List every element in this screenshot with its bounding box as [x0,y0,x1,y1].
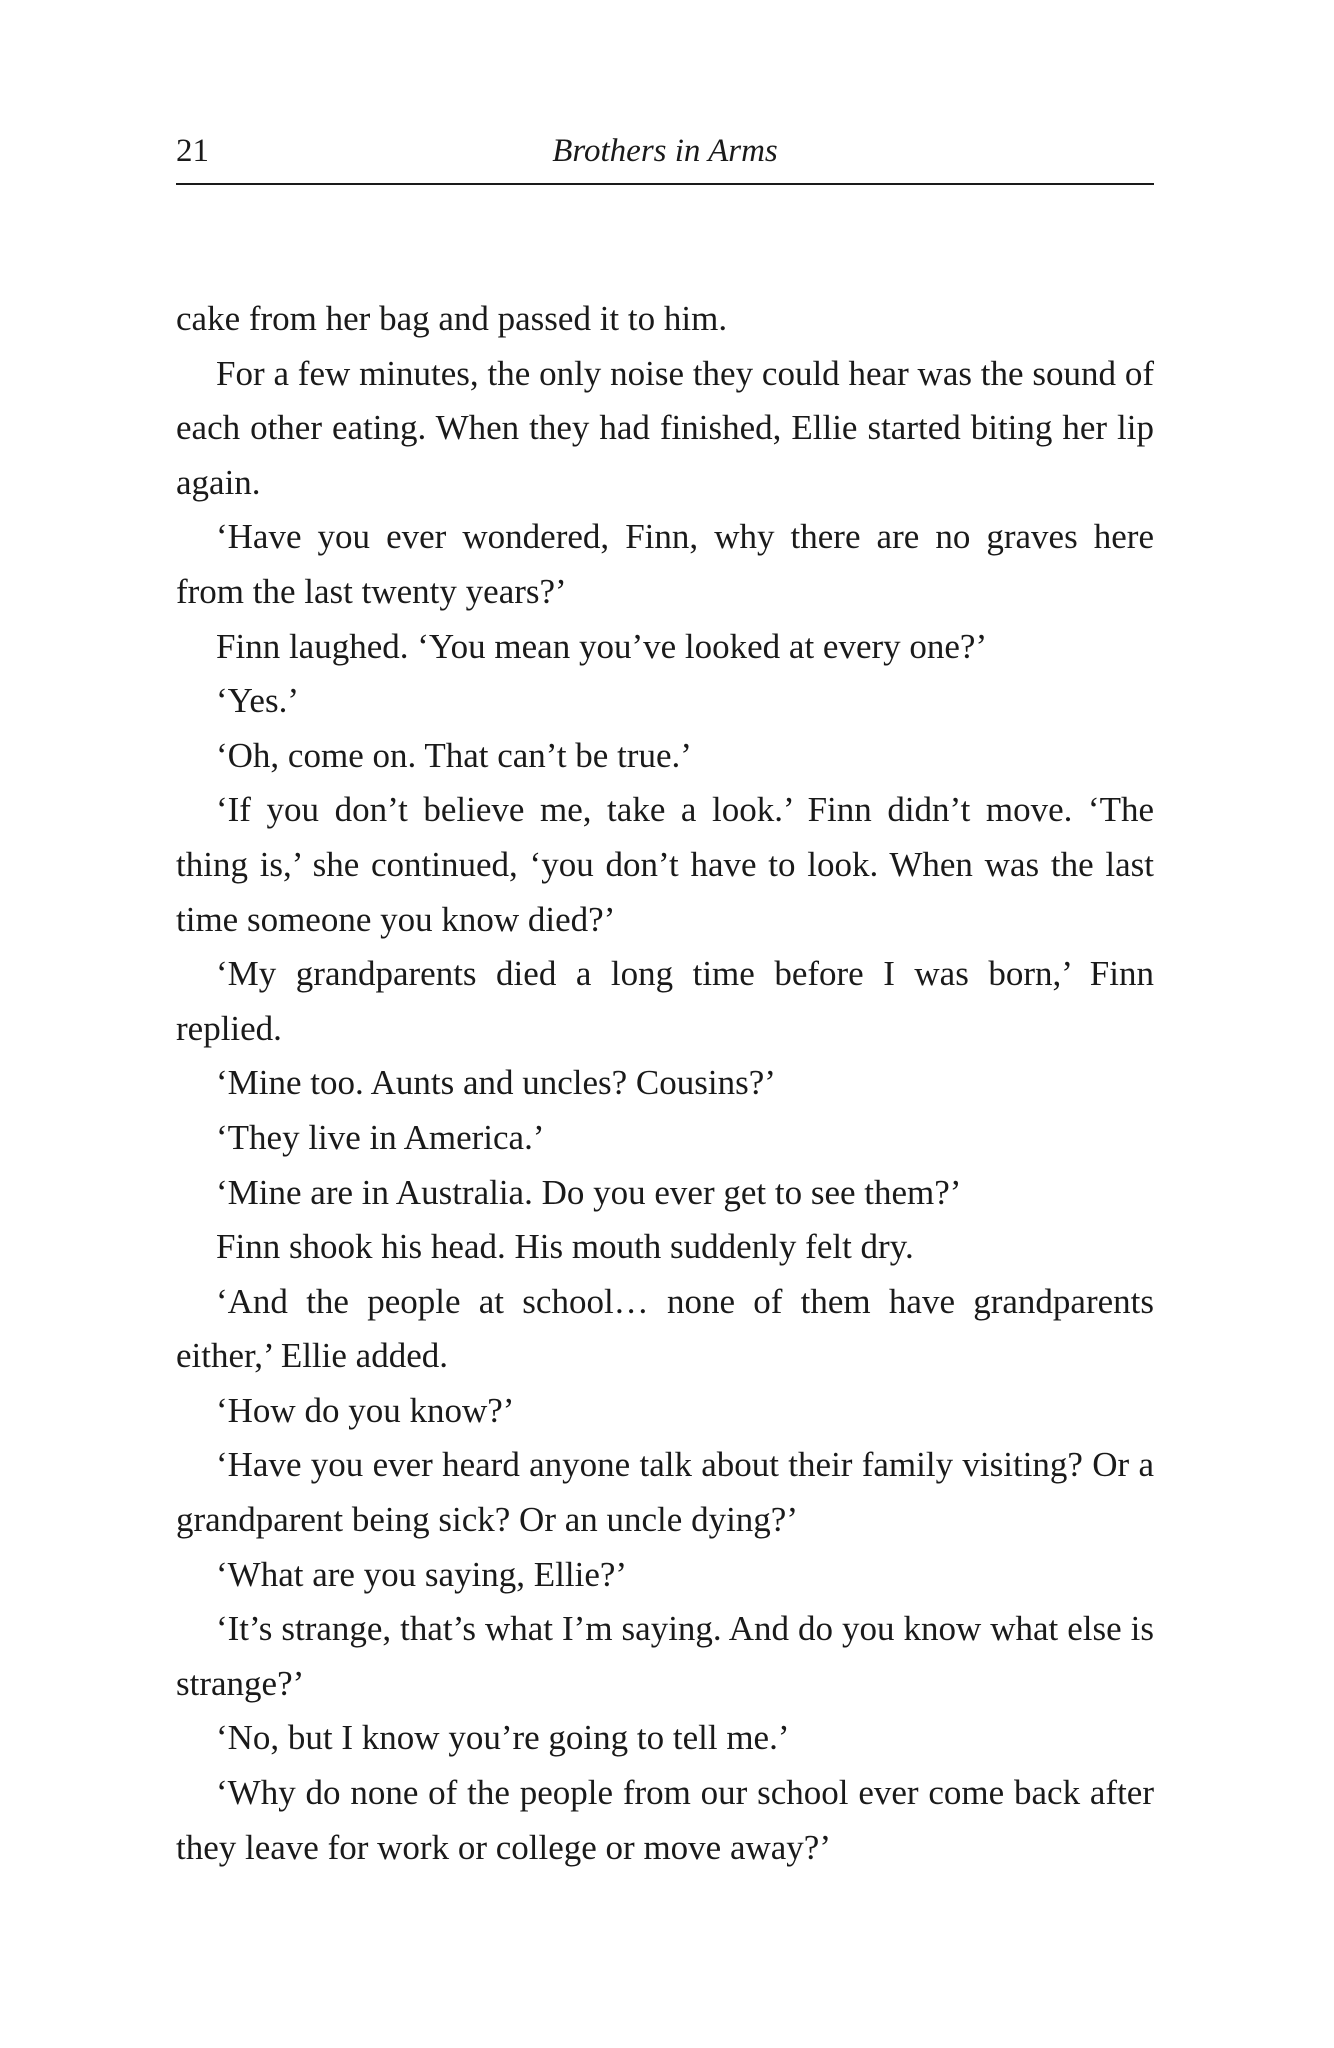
paragraph: Finn shook his head. His mouth suddenly felt dry. [216,1227,914,1267]
paragraph: ‘They live in America.’ [216,1117,545,1157]
paragraph: ‘Yes.’ [216,681,299,721]
book-title: Brothers in Arms [552,133,778,169]
paragraph: ‘How do you know?’ [216,1390,515,1430]
paragraph: cake from her bag and passed it to him. [176,299,728,338]
paragraph: ‘No, but I know you’re going to tell me.’ [216,1718,790,1758]
paragraph: ‘My grandparents died a long time before I was born,’ Finn replied. [176,954,1154,1048]
body-text [176,292,1154,1875]
paragraph: ‘Why do none of the people from our school ever come back after they leave for work or college or move away?’ [176,1773,1154,1867]
paragraph: For a few minutes, the only noise they could hear was the sound of each other eating. When they had finished, Ellie started biting her lip again. [176,353,1154,502]
page-number: 21 [176,133,209,169]
paragraph: ‘Oh, come on. That can’t be true.’ [216,735,692,775]
paragraph: ‘If you don’t believe me, take a look.’ Finn didn’t move. ‘The thing is,’ she continued, ‘you don’t have to look. When was the last time someone you know died?’ [176,790,1154,939]
paragraph: ‘Mine too. Aunts and uncles? Cousins?’ [216,1063,776,1103]
header-rule [176,183,1154,185]
book-page [176,0,1154,2048]
paragraph: Finn laughed. ‘You mean you’ve looked at every one?’ [216,626,988,666]
paragraph: ‘Have you ever heard anyone talk about their family visiting? Or a grandparent being sick? Or an uncle dying?’ [176,1445,1154,1540]
paragraph: ‘Mine are in Australia. Do you ever get to see them?’ [216,1172,962,1212]
paragraph: ‘It’s strange, that’s what I’m saying. And do you know what else is strange?’ [176,1609,1154,1703]
paragraph: ‘What are you saying, Ellie?’ [216,1554,628,1594]
paragraph: ‘Have you ever wondered, Finn, why there are no graves here from the last twenty years?’ [176,517,1154,611]
paragraph: ‘And the people at school… none of them have grandparents either,’ Ellie added. [176,1281,1154,1376]
running-head [176,128,1154,174]
